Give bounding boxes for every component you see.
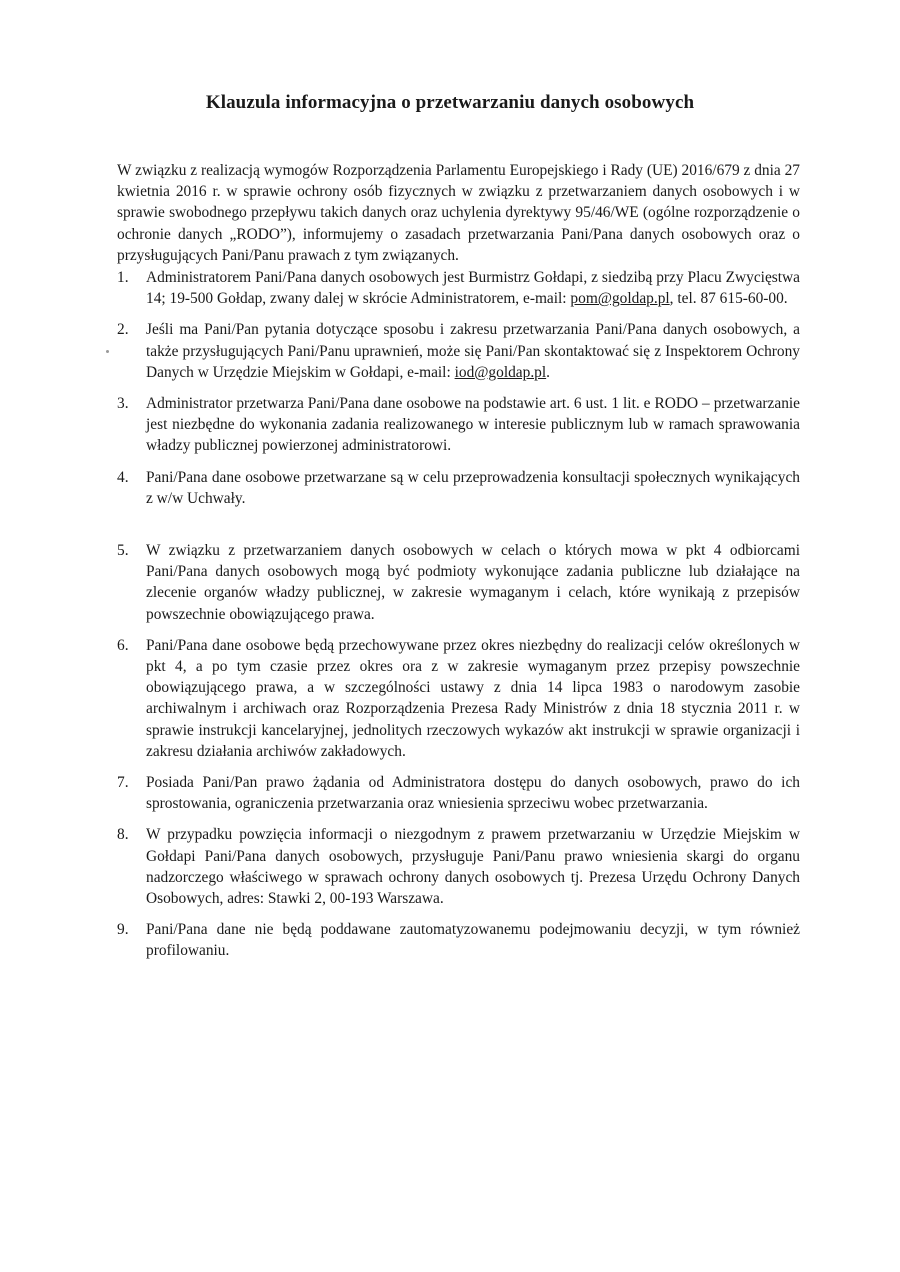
clause-number: 4. xyxy=(117,468,129,486)
clause-text: Posiada Pani/Pan prawo żądania od Administratora dostępu do danych osobowych, prawo do ich sprostowania, ograniczenia przetwarzania oraz wniesienia sprzeciwu wobec przetwarzania. xyxy=(146,774,800,813)
clause-item-4 xyxy=(117,467,800,509)
clause-item-5 xyxy=(117,540,800,625)
administrator-email-link[interactable]: pom@goldap.pl xyxy=(570,290,670,308)
clause-text-end: . xyxy=(546,363,551,381)
clause-item-6 xyxy=(117,635,800,762)
clause-list xyxy=(117,267,800,962)
clause-text: Jeśli ma Pani/Pan pytania dotyczące sposobu i zakresu przetwarzania Pani/Pana danych osobowych, a także przysługujących Pani/Panu uprawnień, może się Pani/Pan skontaktować się z Inspektorem Ochrony Danych w Urzędzie Miejskim w Gołdapi, e-mail: xyxy=(146,321,800,381)
clause-text: W związku z przetwarzaniem danych osobowych w celach o których mowa w pkt 4 odbiorcami Pani/Pana danych osobowych mogą być podmioty wykonujące zadania publiczne lub działające na zlecenie organów władzy publicznej, w zakresie wymaganym i celach, które wynikają z przepisów powszechnie obowiązującego prawa. xyxy=(146,542,800,623)
clause-text-end: , tel. 87 615-60-00. xyxy=(669,290,788,308)
scan-artifact-dot xyxy=(106,350,109,353)
clause-number: 3. xyxy=(117,395,129,413)
clause-item-3 xyxy=(117,393,800,457)
clause-item-2 xyxy=(117,319,800,383)
clause-item-7 xyxy=(117,772,800,814)
clause-number: 2. xyxy=(117,321,129,339)
clause-text: W przypadku powzięcia informacji o niezgodnym z prawem przetwarzaniu w Urzędzie Miejskim w Gołdapi Pani/Pana danych osobowych, przysługuje Pani/Panu prawo wniesienia skargi do organu nadzorczego właściwego w sprawach ochrony danych osobowych tj. Prezesa Urzędu Ochrony Danych Osobowych, adres: Stawki 2, 00-193 Warszawa. xyxy=(146,826,800,908)
clause-text: Administratorem Pani/Pana danych osobowych jest Burmistrz Gołdapi, z siedzibą przy Placu Zwycięstwa 14; 19-500 Gołdap, zwany dalej w skrócie Administratorem, e-mail: xyxy=(146,269,800,308)
clause-number: 9. xyxy=(117,921,129,939)
clause-number: 5. xyxy=(117,542,129,560)
clause-number: 1. xyxy=(117,269,129,286)
clause-text: Pani/Pana dane osobowe przetwarzane są w celu przeprowadzenia konsultacji społecznych wynikających z w/w Uchwały. xyxy=(146,468,800,507)
clause-text: Administrator przetwarza Pani/Pana dane osobowe na podstawie art. 6 ust. 1 lit. e RODO – przetwarzanie jest niezbędne do wykonania zadania realizowanego w interesie publicznym lub w ramach sprawowania władzy publicznej powierzonej administratorowi. xyxy=(146,395,800,455)
clause-item-8 xyxy=(117,824,800,909)
clause-text: Pani/Pana dane osobowe będą przechowywane przez okres niezbędny do realizacji celów określonych w pkt 4, a po tym czasie przez okres ora z w zakresie wymaganym przez przepisy powszechnie obowiązującego prawa, a w szczególności ustawy z dnia 14 lipca 1983 o narodowym zasobie archiwalnym i archiwach oraz Rozporządzenia Prezesa Rady Ministrów z dnia 18 stycznia 2011 r. w sprawie instrukcji kancelaryjnej, jednolitych rzeczowych wykazów akt instrukcji w sprawie organizacji i zakresu działania archiwów zakładowych. xyxy=(146,636,800,760)
intro-paragraph: W związku z realizacją wymogów Rozporządzenia Parlamentu Europejskiego i Rady (UE) 2016/679 z dnia 27 kwietnia 2016 r. w sprawie ochrony osób fizycznych w związku z przetwarzaniem danych osobowych i w sprawie swobodnego przepływu takich danych oraz uchylenia dyrektywy 95/46/WE (ogólne rozporządzenie o ochronie danych „RODO”), informujemy o zasadach przetwarzania Pani/Pana danych osobowych oraz o przysługujących Pani/Panu prawach z tym związanych. xyxy=(117,162,800,264)
clause-item-1 xyxy=(117,267,800,309)
clause-number: 8. xyxy=(117,826,129,844)
clause-number: 7. xyxy=(117,774,129,792)
iod-email-link[interactable]: iod@goldap.pl xyxy=(454,363,547,381)
clause-text: Pani/Pana dane nie będą poddawane zautomatyzowanemu podejmowaniu decyzji, w tym również profilowaniu. xyxy=(146,921,800,960)
clause-item-9 xyxy=(117,919,800,961)
clause-number: 6. xyxy=(117,636,129,654)
document-title: Klauzula informacyjna o przetwarzaniu danych osobowych xyxy=(205,92,695,113)
